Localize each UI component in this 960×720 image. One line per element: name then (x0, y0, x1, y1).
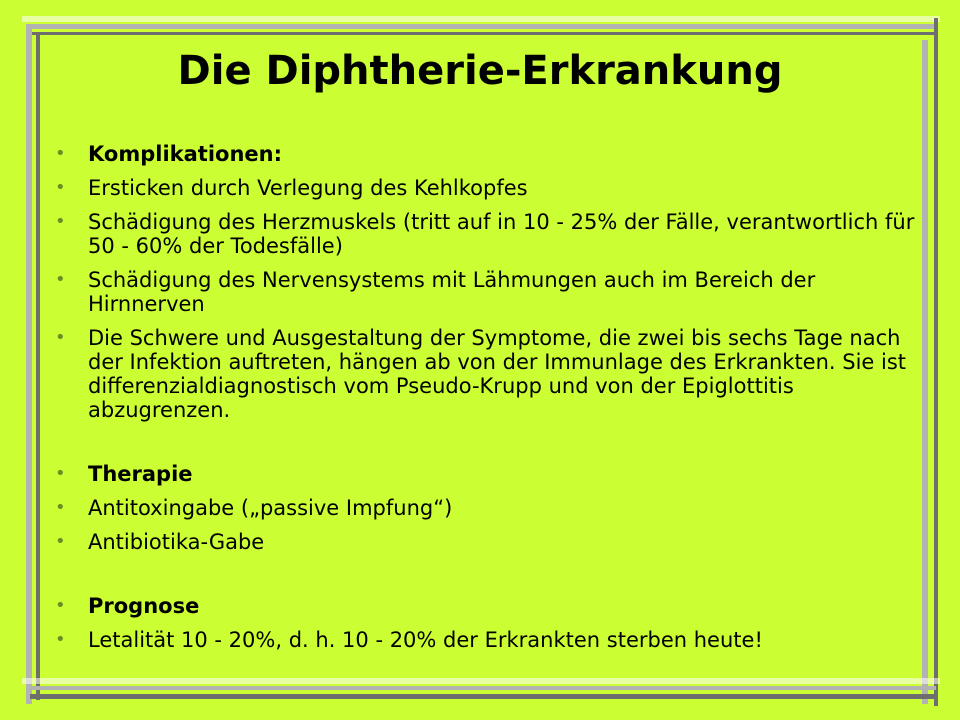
bullet-icon: • (55, 269, 66, 290)
bullet-item (52, 628, 932, 652)
frame-left-inner-bar (36, 32, 40, 700)
bullet-item (52, 326, 932, 422)
bullet-icon: • (55, 211, 66, 232)
frame-left-bar (26, 24, 32, 704)
bullet-icon: • (55, 463, 66, 484)
bullet-text: Ersticken durch Verlegung des Kehlkopfes (88, 176, 528, 200)
slide-title: Die Diphtherie-Erkrankung (177, 48, 783, 94)
bullet-item (52, 268, 932, 316)
bullet-item (52, 530, 932, 554)
bullet-item (52, 176, 932, 200)
frame-bottom-bar (30, 686, 936, 690)
bullet-icon: • (55, 177, 66, 198)
bullet-item-complications-heading (52, 142, 932, 166)
bullet-text: Therapie (88, 462, 193, 486)
bullet-text: Schädigung des Nervensystems mit Lähmungen auch im Bereich der Hirnnerven (88, 268, 816, 316)
section-spacer (52, 432, 932, 462)
bullet-text: Prognose (88, 594, 200, 618)
bullet-text: Schädigung des Herzmuskels (tritt auf in 10 - 25% der Fälle, verantwortlich für 50 - 60% der Todesfälle) (88, 210, 915, 258)
frame-top-inner-bar (30, 32, 936, 35)
bullet-text: Komplikationen: (88, 142, 282, 166)
section-spacer (52, 564, 932, 594)
bullet-text: Letalität 10 - 20%, d. h. 10 - 20% der Erkrankten sterben heute! (88, 628, 763, 652)
bullet-icon: • (55, 629, 66, 650)
slide-body (52, 142, 932, 662)
bullet-text: Antitoxingabe („passive Impfung“) (88, 496, 453, 520)
frame-bottom-highlight (22, 678, 940, 684)
bullet-item-prognosis-heading (52, 594, 932, 618)
bullet-icon: • (55, 595, 66, 616)
frame-top-highlight (22, 16, 940, 22)
bullet-item (52, 496, 932, 520)
bullet-item-therapy-heading (52, 462, 932, 486)
bullet-icon: • (55, 531, 66, 552)
bullet-icon: • (55, 497, 66, 518)
bullet-icon: • (55, 327, 66, 348)
bullet-text: Die Schwere und Ausgestaltung der Symptome, die zwei bis sechs Tage nach der Infektion auftreten, hängen ab von der Immunlage des Erkrankten. Sie ist differenzialdiagnostisch vom Pseudo-Krupp und von der Epiglottitis abzugrenzen. (88, 326, 907, 422)
bullet-text: Antibiotika-Gabe (88, 530, 265, 554)
frame-top-bar (30, 24, 936, 29)
bullet-item (52, 210, 932, 258)
frame-right-inner-bar (934, 18, 938, 706)
frame-bottom-inner-bar (30, 694, 936, 699)
bullet-icon: • (55, 143, 66, 164)
